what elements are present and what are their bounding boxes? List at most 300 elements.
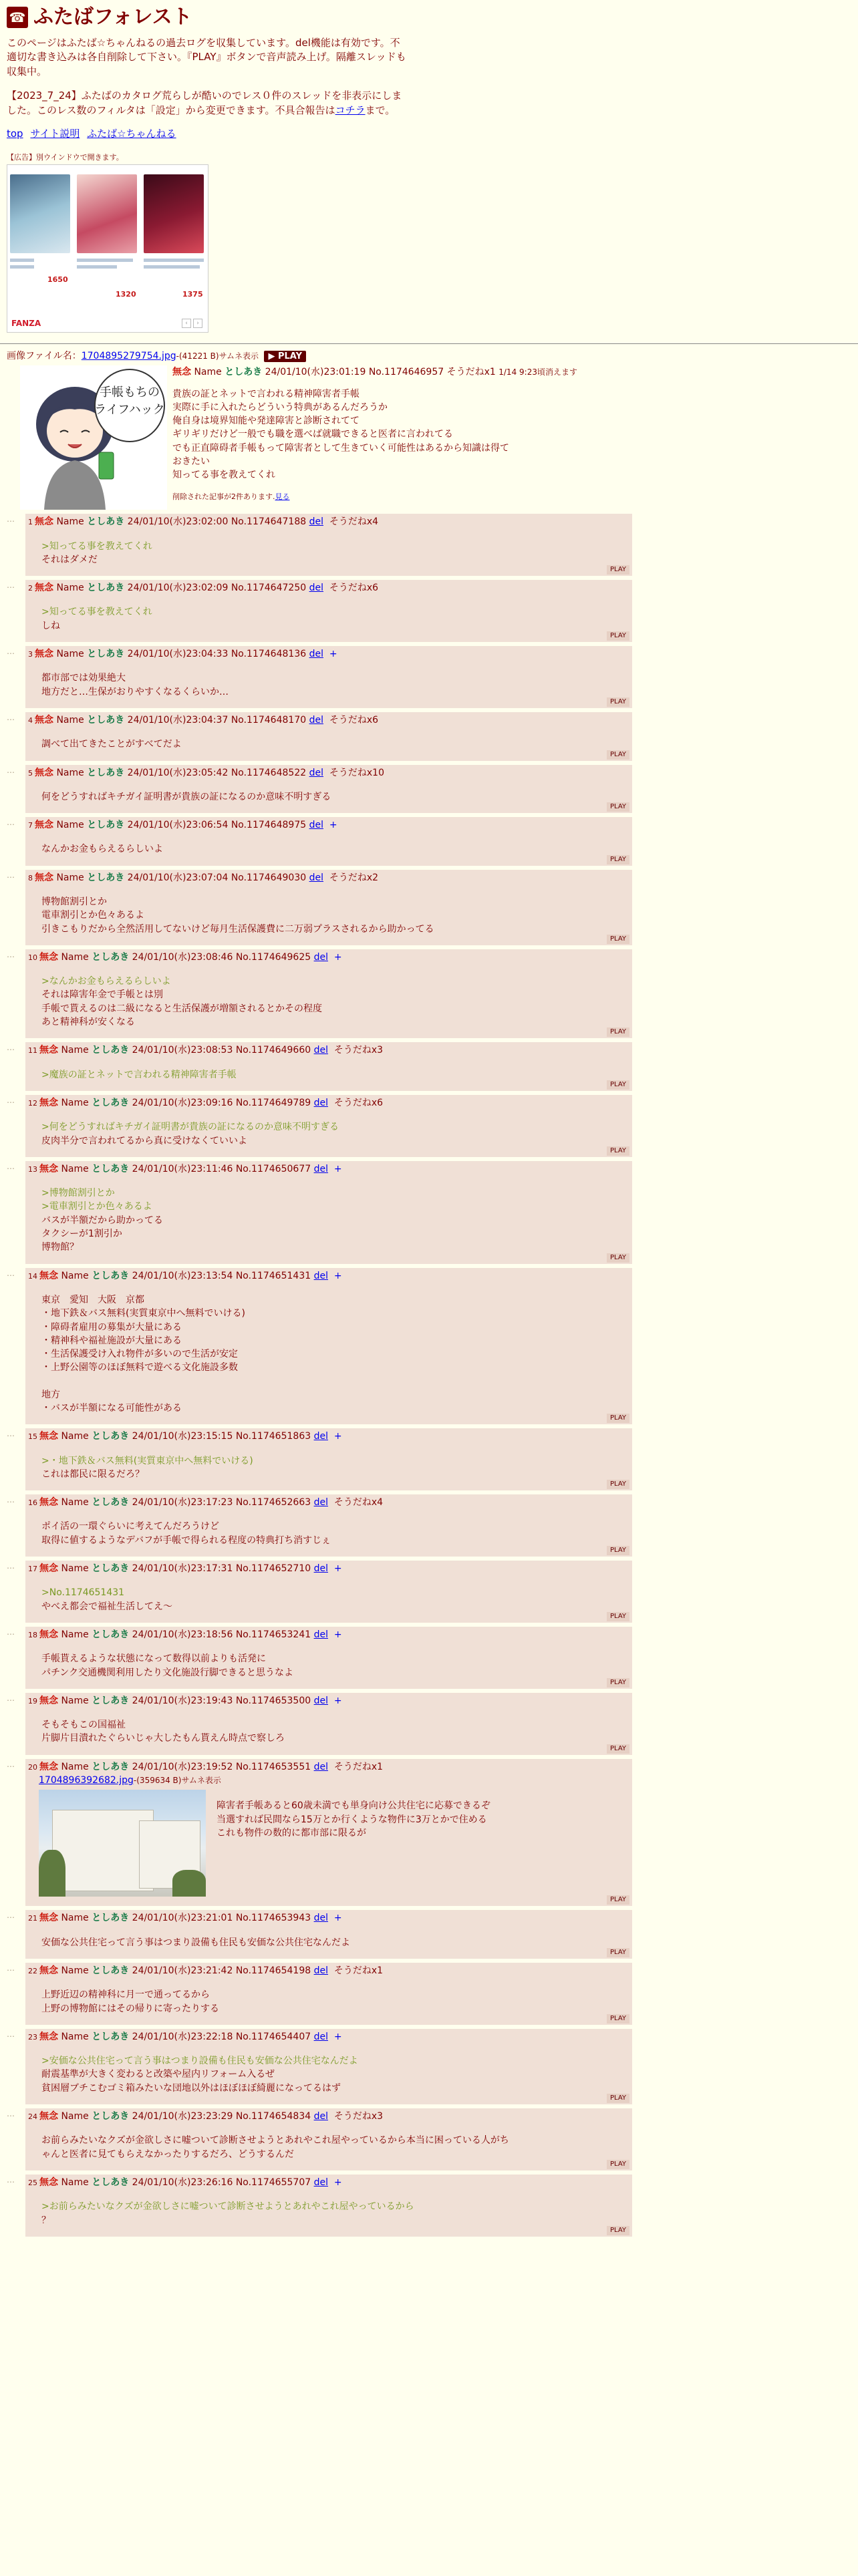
message-line: 東京 愛知 大阪 京都: [41, 1294, 144, 1305]
ad-title-bar: [144, 265, 200, 269]
del-link[interactable]: del: [313, 2111, 328, 2122]
reply-name: としあき: [92, 1563, 130, 1575]
message-line: 手帳貰えるような状態になって数得以前よりも活発に: [41, 1653, 266, 1665]
reply-play-button[interactable]: PLAY: [607, 1146, 629, 1156]
reply-subject: 無念: [35, 714, 53, 726]
reply-play-button[interactable]: PLAY: [607, 1678, 629, 1687]
message-line: パチンク交通機関利用したり文化施設行脚できると思うなよ: [41, 1667, 294, 1678]
message-line: それはダメだ: [41, 554, 98, 565]
sodane-button[interactable]: +: [333, 2177, 342, 2188]
reply-row: [7, 1561, 851, 1623]
del-link[interactable]: del: [309, 714, 323, 726]
reply-header: 13 無念 Name としあき 24/01/10(水)23:11:46 No.1174650677 del +: [28, 1163, 342, 1174]
site-header: [7, 3, 851, 32]
reply-no[interactable]: No.1174649789: [235, 1097, 311, 1108]
sodane-count[interactable]: そうだねx1: [333, 1761, 384, 1772]
reply-index: 25: [28, 2178, 37, 2187]
reply-dots: …: [7, 870, 15, 880]
reply-date: 24/01/10(水)23:06:54: [127, 820, 229, 831]
sodane-button[interactable]: +: [329, 649, 337, 660]
sodane-button[interactable]: +: [333, 1163, 342, 1174]
message-line: >何をどうすればキチガイ証明書が貴族の証になるのか意味不明すぎる: [41, 1122, 339, 1133]
reply-play-button[interactable]: PLAY: [607, 2160, 629, 2169]
reply-index: 11: [28, 1046, 37, 1056]
message-line: 上野の博物館にはその帰りに寄ったりする: [41, 2003, 219, 2014]
svg-text:手帳もちの: 手帳もちの: [100, 385, 160, 400]
reply-header: 18 無念 Name としあき 24/01/10(水)23:18:56 No.1174653241 del +: [28, 1629, 342, 1640]
reply-date: 24/01/10(水)23:08:53: [132, 1045, 233, 1056]
reply-message: [41, 1186, 629, 1254]
reply-row: [7, 2175, 851, 2237]
reply-play-button[interactable]: PLAY: [607, 1546, 629, 1555]
sodane-count[interactable]: そうだねx3: [333, 1045, 384, 1056]
ad-next-icon[interactable]: ›: [193, 319, 202, 328]
del-link[interactable]: del: [313, 1563, 328, 1575]
message-line: 片脚片目潰れたぐらいじゃ大したもん貰えん時点で察しろ: [41, 1733, 285, 1744]
reply-index: 8: [28, 873, 33, 882]
reply-play-button[interactable]: PLAY: [607, 1027, 629, 1037]
reply-no[interactable]: No.1174652663: [235, 1497, 311, 1508]
reply-no[interactable]: No.1174651863: [235, 1431, 311, 1442]
reply-dots: …: [7, 1095, 15, 1105]
op-date: 24/01/10(水)23:01:19: [265, 367, 366, 378]
del-link[interactable]: del: [309, 767, 323, 778]
reply-row: [7, 2108, 851, 2170]
reply-name: としあき: [92, 1497, 130, 1508]
del-link[interactable]: del: [313, 951, 328, 963]
message-line: 皮肉半分で言われてるから真に受けなくていいよ: [41, 1135, 247, 1146]
report-link[interactable]: コチラ: [335, 104, 366, 116]
sodane-button[interactable]: +: [333, 1270, 342, 1281]
ad-prev-icon[interactable]: ‹: [182, 319, 191, 328]
del-link[interactable]: del: [313, 1097, 328, 1108]
reply-date: 24/01/10(水)23:17:31: [132, 1563, 233, 1575]
reply-post: [25, 949, 632, 1038]
sodane-count[interactable]: そうだねx6: [329, 714, 379, 726]
reply-index: 4: [28, 715, 33, 725]
reply-play-button[interactable]: PLAY: [607, 2014, 629, 2024]
reply-dots: …: [7, 1429, 15, 1439]
reply-play-button[interactable]: PLAY: [607, 1414, 629, 1423]
reply-no[interactable]: No.1174649625: [235, 951, 311, 963]
reply-play-button[interactable]: PLAY: [607, 1612, 629, 1621]
ad-cover-2[interactable]: [77, 174, 137, 253]
reply-name: としあき: [87, 583, 125, 594]
reply-name: としあき: [87, 767, 125, 778]
reply-message: [41, 738, 629, 751]
sodane-count[interactable]: そうだねx3: [333, 2111, 384, 2122]
reply-no[interactable]: No.1174647250: [231, 583, 307, 594]
reply-row: [7, 870, 851, 945]
reply-no[interactable]: No.1174653241: [235, 1629, 311, 1640]
reply-row: [7, 646, 851, 708]
reply-play-button[interactable]: PLAY: [607, 697, 629, 707]
reply-date: 24/01/10(水)23:08:46: [132, 951, 233, 963]
del-link[interactable]: del: [309, 820, 323, 831]
reply-no[interactable]: No.1174648522: [231, 767, 307, 778]
reply-message: [41, 790, 629, 804]
op-subject: 無念: [172, 367, 191, 378]
del-link[interactable]: del: [313, 1695, 328, 1706]
reply-play-button[interactable]: PLAY: [607, 802, 629, 812]
reply-post: [25, 514, 632, 576]
message-line: あと精神科が安くなる: [41, 1017, 135, 1028]
reply-no[interactable]: No.1174654834: [235, 2111, 311, 2122]
reply-message: [41, 2134, 629, 2161]
reply-date: 24/01/10(水)23:21:01: [132, 1913, 233, 1924]
ad-label: 【広告】別ウインドウで開きます。: [7, 153, 124, 162]
reply-date: 24/01/10(水)23:11:46: [132, 1163, 233, 1174]
sodane-button[interactable]: +: [333, 1431, 342, 1442]
tree-image: [39, 1850, 65, 1897]
reply-no[interactable]: No.1174647188: [231, 516, 307, 528]
del-link[interactable]: del: [309, 649, 323, 660]
reply-subject: 無念: [39, 951, 58, 963]
ad-title-bar: [77, 265, 117, 269]
reply-message: [41, 2200, 629, 2227]
reply-subject: 無念: [39, 1045, 58, 1056]
message-line: 取得に値するようなデバフが手帳で得られる程度の特典打ち消すじぇ: [41, 1535, 331, 1546]
reply-post: [25, 1759, 632, 1907]
reply-index: 5: [28, 768, 33, 778]
reply-dots: …: [7, 949, 15, 959]
reply-index: 23: [28, 2032, 37, 2042]
del-link[interactable]: del: [313, 1163, 328, 1174]
ad-price-1: 1650: [47, 275, 68, 284]
reply-play-button[interactable]: PLAY: [607, 1895, 629, 1905]
message-line: >・地下鉄＆バス無料(実質東京中へ無料でいける): [41, 1455, 253, 1466]
reply-message: [41, 671, 629, 699]
del-link[interactable]: del: [313, 1045, 328, 1056]
reply-no[interactable]: No.1174652710: [235, 1563, 311, 1575]
reply-header: 8 無念 Name としあき 24/01/10(水)23:07:04 No.1174649030 del そうだねx2: [28, 872, 379, 883]
reply-name: としあき: [87, 872, 125, 883]
reply-row: [7, 2029, 851, 2104]
reply-header: 1 無念 Name としあき 24/01/10(水)23:02:00 No.1174647188 del そうだねx4: [28, 516, 379, 528]
reply-name: としあき: [92, 1097, 130, 1108]
reply-index: 22: [28, 1966, 37, 1975]
reply-index: 15: [28, 1432, 37, 1442]
message-line: ・地下鉄＆バス無料(実質東京中へ無料でいける): [41, 1308, 245, 1319]
reply-play-button[interactable]: PLAY: [607, 631, 629, 641]
del-link[interactable]: del: [313, 1270, 328, 1281]
svg-text:ライフハック: ライフハック: [94, 403, 165, 418]
ad-cover-1[interactable]: [10, 174, 70, 253]
reply-index: 17: [28, 1565, 37, 1574]
reply-play-button[interactable]: PLAY: [607, 2226, 629, 2235]
reply-thumbnail[interactable]: [39, 1790, 206, 1897]
reply-no[interactable]: No.1174653943: [235, 1913, 311, 1924]
reply-play-button[interactable]: PLAY: [607, 2094, 629, 2103]
reply-subject: 無念: [35, 516, 53, 528]
reply-subject: 無念: [39, 1761, 58, 1772]
reply-dots: …: [7, 581, 15, 591]
message-line: お前らみたいなクズが金欲しさに嘘ついて診断させようとあれやこれ屋やっているから本当に困っている人がち: [41, 2135, 509, 2146]
reply-subject: 無念: [39, 1965, 58, 1976]
ad-title-bar: [144, 259, 204, 262]
reply-play-button[interactable]: PLAY: [607, 935, 629, 944]
reply-row: [7, 949, 851, 1038]
message-line: >知ってる事を教えてくれ: [41, 540, 152, 552]
sodane-count[interactable]: そうだねx4: [333, 1497, 384, 1508]
reply-post: [25, 1963, 632, 2025]
reply-play-button[interactable]: PLAY: [607, 1480, 629, 1489]
reply-message: [41, 1586, 629, 1613]
reply-name: としあき: [92, 1431, 130, 1442]
ad-title-bar: [77, 259, 133, 262]
sodane-button[interactable]: +: [333, 1913, 342, 1924]
reply-dots: …: [7, 818, 15, 828]
reply-date: 24/01/10(水)23:04:33: [127, 649, 229, 660]
op-post: [7, 365, 851, 510]
reply-play-button[interactable]: PLAY: [607, 855, 629, 864]
ad-title-bar: [10, 259, 34, 262]
reply-subject: 無念: [39, 1563, 58, 1575]
reply-no[interactable]: No.1174654407: [235, 2031, 311, 2042]
reply-dots: …: [7, 2029, 15, 2039]
reply-subject: 無念: [39, 2177, 58, 2188]
reply-no[interactable]: No.1174653551: [235, 1761, 311, 1772]
reply-row: [7, 765, 851, 814]
top-link[interactable]: top: [7, 128, 23, 140]
reply-message: [41, 1988, 629, 2016]
reply-message: [217, 1799, 490, 1897]
message-line: そもそもこの国福祉: [41, 1720, 126, 1731]
reply-play-button[interactable]: PLAY: [607, 1080, 629, 1090]
reply-no[interactable]: No.1174648975: [231, 820, 307, 831]
reply-no[interactable]: No.1174649660: [235, 1045, 311, 1056]
op-play-button[interactable]: ▶ PLAY: [264, 351, 306, 362]
reply-file-line: 1704896392682.jpg-(359634 B)サムネ表示: [39, 1775, 221, 1786]
reply-dots: …: [7, 647, 15, 657]
reply-index: 2: [28, 584, 33, 593]
reply-subject: 無念: [35, 767, 53, 778]
reply-header: 16 無念 Name としあき 24/01/10(水)23:17:23 No.1174652663 del そうだねx4: [28, 1497, 384, 1508]
reply-play-button[interactable]: PLAY: [607, 750, 629, 760]
message-line: これは都民に限るだろ？: [41, 1468, 144, 1480]
reply-dots: …: [7, 1627, 15, 1637]
message-line: [41, 1375, 629, 1388]
message-line: ・バスが半額になる可能性がある: [41, 1403, 182, 1414]
del-link[interactable]: del: [313, 2177, 328, 2188]
reply-subject: 無念: [39, 1270, 58, 1281]
reply-dots: …: [7, 514, 15, 524]
reply-header: 22 無念 Name としあき 24/01/10(水)23:21:42 No.1174654198 del そうだねx1: [28, 1965, 384, 1976]
reply-name: としあき: [92, 1163, 130, 1174]
op-no[interactable]: No.1174646957: [368, 367, 444, 378]
deleted-view-link[interactable]: 見る: [275, 492, 290, 501]
reply-play-button[interactable]: PLAY: [607, 565, 629, 575]
op-thumbnail[interactable]: [20, 365, 167, 510]
reply-subject: 無念: [39, 1695, 58, 1706]
ad-price-2: 1320: [116, 289, 136, 299]
about-link[interactable]: サイト説明: [30, 128, 80, 140]
reply-row: [7, 1627, 851, 1689]
reply-dots: …: [7, 1963, 15, 1973]
reply-index: 10: [28, 953, 37, 962]
reply-header: 20 無念 Name としあき 24/01/10(水)23:19:52 No.1174653551 del そうだねx1: [28, 1761, 384, 1772]
reply-no[interactable]: No.1174654198: [235, 1965, 311, 1976]
sodane-button[interactable]: +: [333, 2031, 342, 2042]
message-line: ・上野公園等のほぼ無料で遊べる文化施設多数: [41, 1362, 238, 1374]
message-line: しね: [41, 620, 60, 631]
sodane-count[interactable]: そうだねx1: [333, 1965, 384, 1976]
logo-icon[interactable]: ☎: [7, 7, 28, 28]
del-link[interactable]: del: [309, 872, 323, 883]
reply-date: 24/01/10(水)23:04:37: [127, 714, 229, 726]
del-link[interactable]: del: [313, 1497, 328, 1508]
message-line: >No.1174651431: [41, 1587, 125, 1599]
reply-date: 24/01/10(水)23:21:42: [132, 1965, 233, 1976]
reply-header: 3 無念 Name としあき 24/01/10(水)23:04:33 No.1174648136 del +: [28, 649, 337, 660]
reply-name: としあき: [92, 1761, 130, 1772]
reply-list: [7, 514, 851, 2237]
reply-dots: …: [7, 1561, 15, 1571]
reply-no[interactable]: No.1174650677: [235, 1163, 311, 1174]
futaba-link[interactable]: ふたば☆ちゃんねる: [87, 128, 176, 140]
sodane-button[interactable]: +: [333, 951, 342, 963]
del-link[interactable]: del: [313, 1965, 328, 1976]
reply-row: [7, 817, 851, 866]
reply-play-button[interactable]: PLAY: [607, 1253, 629, 1263]
reply-message: [41, 842, 629, 856]
reply-dots: …: [7, 1161, 15, 1171]
reply-subject: 無念: [39, 2031, 58, 2042]
reply-dots: …: [7, 2175, 15, 2185]
message-line: ・生活保護受け入れ物件が多いので生活が安定: [41, 1349, 238, 1360]
op-file-link[interactable]: 1704895279754.jpg: [81, 350, 176, 361]
reply-name: としあき: [92, 1270, 130, 1281]
op-header: 無念 Name としあき 24/01/10(水)23:01:19 No.1174646957 そうだねx1 1/14 9:23頃消えます: [172, 367, 577, 378]
reply-message: [41, 1120, 629, 1148]
reply-name: としあき: [87, 649, 125, 660]
reply-no[interactable]: No.1174655707: [235, 2177, 311, 2188]
reply-index: 12: [28, 1098, 37, 1108]
reply-message: [41, 1068, 629, 1082]
message-line: >安価な公共住宅って言う事はつまり設備も住民も安価な公共住宅なんだよ: [41, 2056, 358, 2067]
reply-post: [25, 712, 632, 761]
op-message: 貴族の証とネットで言われる精神障害者手帳 実際に手に入れたらどういう特典があるんだろうか 俺自身は境界知能や発達障害と診断されてて ギリギリだけど一般でも職を選べば就職できると医者に言われてる でも正直障碍者手帳もって障害者として生きていく可能性はあるから知識は得て おきたい 知ってる事を教えてくれ: [172, 388, 509, 481]
message-line: 地方: [41, 1389, 60, 1400]
sodane-count[interactable]: そうだねx2: [329, 872, 379, 883]
reply-no[interactable]: No.1174653500: [235, 1695, 311, 1706]
reply-header: 21 無念 Name としあき 24/01/10(水)23:21:01 No.1174653943 del +: [28, 1913, 342, 1924]
op-name: としあき: [225, 367, 263, 378]
ad-banner[interactable]: [7, 164, 208, 333]
intro-update: 【2023_7_24】ふたばのカタログ荒らしが酷いのでレス０件のスレッドを非表示にしました。このレス数のフィルタは「設定」から変更できます。不具合報告はコチラまで。: [7, 89, 402, 116]
del-link[interactable]: del: [313, 1761, 328, 1772]
reply-subject: 無念: [39, 2111, 58, 2122]
sodane-count[interactable]: そうだねx6: [333, 1097, 384, 1108]
sodane-count[interactable]: そうだねx10: [329, 767, 384, 778]
reply-subject: 無念: [39, 1097, 58, 1108]
reply-row: [7, 1268, 851, 1425]
reply-index: 3: [28, 650, 33, 659]
reply-dots: …: [7, 1693, 15, 1703]
sodane-count[interactable]: そうだねx4: [329, 516, 379, 528]
reply-post: [25, 2175, 632, 2237]
reply-post: [25, 1693, 632, 1755]
reply-date: 24/01/10(水)23:07:04: [127, 872, 229, 883]
ad-cover-3[interactable]: [144, 174, 204, 253]
reply-post: [25, 1268, 632, 1425]
reply-name: としあき: [92, 1965, 130, 1976]
reply-subject: 無念: [39, 1913, 58, 1924]
message-line: 都市部では効果絶大: [41, 673, 126, 684]
nav-links: [7, 127, 851, 142]
sodane-button[interactable]: +: [333, 1629, 342, 1640]
reply-header: 2 無念 Name としあき 24/01/10(水)23:02:09 No.1174647250 del そうだねx6: [28, 583, 379, 594]
reply-name: としあき: [87, 516, 125, 528]
reply-post: [25, 1095, 632, 1157]
reply-post: [25, 1428, 632, 1490]
reply-no[interactable]: No.1174651431: [235, 1270, 311, 1281]
sodane-count[interactable]: そうだねx6: [329, 583, 379, 594]
sodane-button[interactable]: +: [329, 820, 337, 831]
del-link[interactable]: del: [313, 2031, 328, 2042]
reply-name: としあき: [92, 2111, 130, 2122]
reply-post: [25, 1910, 632, 1959]
del-link[interactable]: del: [313, 1629, 328, 1640]
message-line: 電車割引とか色々あるよ: [41, 910, 144, 921]
op-expire: 1/14 9:23頃消えます: [498, 367, 577, 377]
reply-date: 24/01/10(水)23:19:52: [132, 1761, 233, 1772]
reply-header: 5 無念 Name としあき 24/01/10(水)23:05:42 No.1174648522 del そうだねx10: [28, 767, 384, 778]
del-link[interactable]: del: [309, 583, 323, 594]
reply-post: [25, 1627, 632, 1689]
reply-date: 24/01/10(水)23:02:09: [127, 583, 229, 594]
reply-header: 4 無念 Name としあき 24/01/10(水)23:04:37 No.1174648170 del そうだねx6: [28, 714, 379, 726]
sodane-button[interactable]: +: [333, 1695, 342, 1706]
del-link[interactable]: del: [309, 516, 323, 528]
message-line: ？: [41, 2215, 51, 2226]
reply-name: としあき: [92, 951, 130, 963]
reply-play-button[interactable]: PLAY: [607, 1948, 629, 1957]
reply-index: 13: [28, 1164, 37, 1174]
tree-image: [172, 1870, 206, 1897]
reply-header: 24 無念 Name としあき 24/01/10(水)23:23:29 No.1174654834 del そうだねx3: [28, 2111, 384, 2122]
reply-row: [7, 712, 851, 761]
reply-no[interactable]: No.1174649030: [231, 872, 307, 883]
reply-header: 14 無念 Name としあき 24/01/10(水)23:13:54 No.1174651431 del +: [28, 1270, 342, 1281]
sodane-button[interactable]: +: [333, 1563, 342, 1575]
reply-name: としあき: [92, 1045, 130, 1056]
message-line: >なんかお金もらえるらしいよ: [41, 976, 171, 987]
reply-date: 24/01/10(水)23:05:42: [127, 767, 229, 778]
reply-date: 24/01/10(水)23:22:18: [132, 2031, 233, 2042]
reply-message: [41, 605, 629, 633]
reply-file-link[interactable]: 1704896392682.jpg: [39, 1775, 134, 1786]
reply-no[interactable]: No.1174648170: [231, 714, 307, 726]
reply-row: [7, 1095, 851, 1157]
del-link[interactable]: del: [313, 1913, 328, 1924]
reply-post: [25, 1161, 632, 1264]
op-sodane[interactable]: そうだねx1: [446, 367, 496, 378]
del-link[interactable]: del: [313, 1431, 328, 1442]
reply-name: としあき: [92, 2177, 130, 2188]
intro-notice: このページはふたば☆ちゃんねるの過去ログを収集しています。del機能は有効です。不適切な書き込みは各自削除して下さい。『PLAY』ボタンで音声読み上げ。隔離スレッドも収集中。: [7, 36, 406, 77]
reply-dots: …: [7, 2109, 15, 2119]
reply-dots: …: [7, 712, 15, 722]
message-line: 上野近辺の精神科に月一で通ってるから: [41, 1989, 210, 2001]
reply-post: [25, 765, 632, 814]
reply-with-image: [39, 1790, 629, 1897]
reply-no[interactable]: No.1174648136: [231, 649, 307, 660]
reply-subject: 無念: [35, 583, 53, 594]
reply-row: [7, 1042, 851, 1091]
message-line: >電車割引とか色々あるよ: [41, 1201, 152, 1213]
reply-play-button[interactable]: PLAY: [607, 1744, 629, 1754]
